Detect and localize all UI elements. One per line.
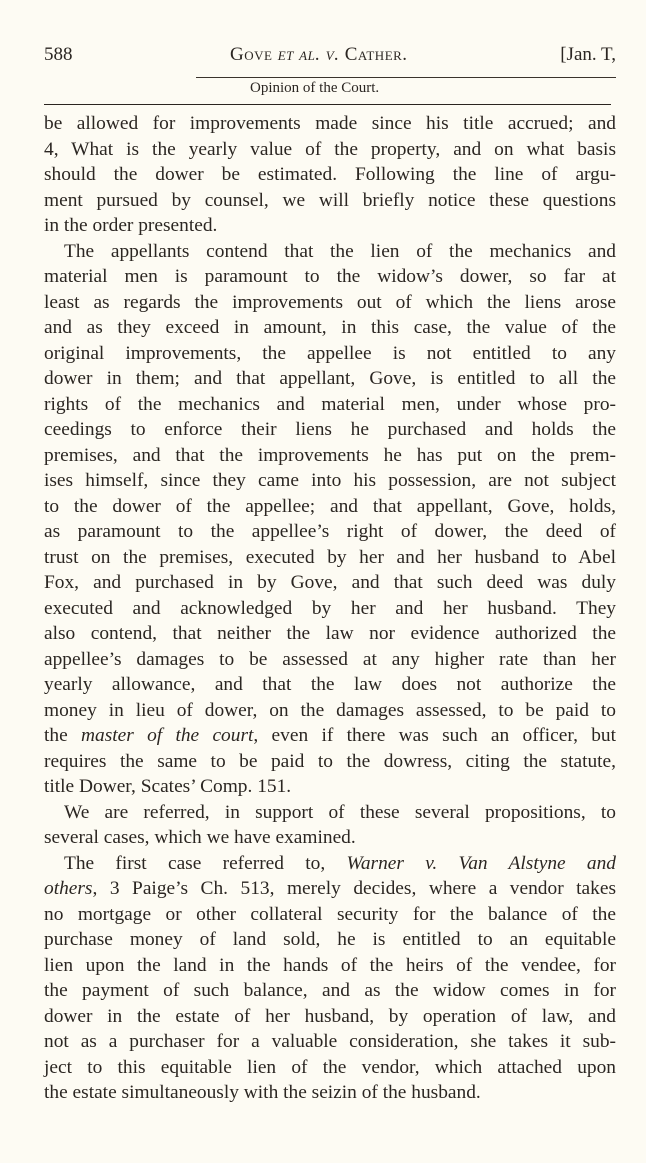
text-line: [44, 978, 616, 1004]
text-line: [44, 774, 616, 800]
text-line: [44, 927, 616, 953]
page-number: 588: [44, 44, 73, 65]
line-text: ment pursued by counsel, we will briefly notice these questions: [44, 189, 616, 211]
line-text: to the dower of the appellee; and that appellant, Gove, holds,: [44, 495, 616, 517]
line-text: also contend, that neither the law nor evidence authorized the: [44, 623, 616, 644]
text-line: [44, 621, 616, 647]
line-text: 4, What is the yearly value of the property, and on what basis: [44, 138, 616, 160]
line-text: least as regards the improvements out of which the liens arose: [44, 291, 616, 313]
line-text: be allowed for improvements made since his title accrued; and: [44, 113, 616, 134]
text-line: [44, 1029, 616, 1055]
text-line: [44, 468, 616, 494]
text-line: [44, 647, 616, 673]
line-text: ceedings to enforce their liens he purchased and holds the: [44, 419, 616, 440]
text-line: [44, 137, 616, 163]
text-line: [44, 443, 616, 469]
text-line: [44, 111, 616, 137]
header-rule: [196, 77, 616, 78]
text-line: [44, 417, 616, 443]
text-line: [44, 800, 616, 826]
line-text: purchase money of land sold, he is entitled to an equitable: [44, 929, 616, 950]
italic-text: Warner v. Van Alstyne and: [346, 852, 616, 874]
text-line: [44, 213, 616, 239]
text-line: [44, 315, 616, 341]
line-text: The first case referred to,: [64, 852, 347, 874]
line-text: trust on the premises, executed by her and her husband to Abel: [44, 546, 616, 568]
italic-text: others: [44, 878, 93, 899]
line-text: in the order presented.: [44, 215, 218, 236]
text-line: [44, 1055, 616, 1081]
text-line: [44, 519, 616, 545]
text-line: [44, 876, 616, 902]
text-line: [44, 570, 616, 596]
text-line: [44, 239, 616, 265]
line-text: executed and acknowledged by her and her husband. They: [44, 597, 616, 619]
text-line: [44, 1004, 616, 1030]
text-line: [44, 596, 616, 622]
line-text: appellee’s damages to be assessed at any higher rate than her: [44, 648, 616, 670]
line-text: several cases, which we have examined.: [44, 827, 356, 848]
term-label: [Jan. T,: [560, 44, 616, 65]
italic-text: master of the court: [81, 725, 254, 746]
line-text: premises, and that the improvements he has put on the prem-: [44, 444, 616, 466]
line-text: requires the same to be paid to the dowress, citing the statute,: [44, 750, 616, 772]
opinion-text: [44, 111, 616, 1106]
line-text: the: [44, 725, 81, 746]
line-text: dower in them; and that appellant, Gove, is entitled to all the: [44, 368, 616, 389]
text-line: [44, 851, 616, 877]
text-line: [44, 953, 616, 979]
text-line: [44, 1080, 616, 1106]
text-line: [44, 264, 616, 290]
line-text: ises himself, since they came into his possession, are not subject: [44, 470, 616, 491]
text-line: [44, 825, 616, 851]
line-text: the estate simultaneously with the seizin of the husband.: [44, 1082, 481, 1103]
line-text: , 3 Paige’s Ch. 513, merely decides, where a vendor takes: [92, 878, 616, 899]
text-line: [44, 749, 616, 775]
case-title: Gove et al. v. Cather.: [230, 44, 408, 65]
line-text: the payment of such balance, and as the widow comes in for: [44, 980, 616, 1001]
line-text: yearly allowance, and that the law does not authorize the: [44, 674, 616, 695]
running-head: [44, 44, 616, 70]
line-text: and as they exceed in amount, in this case, the value of the: [44, 317, 616, 338]
text-line: [44, 341, 616, 367]
line-text: ject to this equitable lien of the vendor, which attached upon: [44, 1056, 616, 1078]
text-line: [44, 672, 616, 698]
header-rule-bottom: [44, 104, 611, 105]
text-line: [44, 366, 616, 392]
line-text: , even if there was such an officer, but: [253, 725, 617, 746]
text-line: [44, 723, 616, 749]
line-text: We are referred, in support of these several propositions, to: [64, 801, 616, 823]
line-text: The appellants contend that the lien of the mechanics and: [64, 240, 616, 262]
line-text: rights of the mechanics and material men, under whose pro-: [44, 393, 616, 415]
line-text: original improvements, the appellee is not entitled to any: [44, 342, 616, 364]
line-text: money in lieu of dower, on the damages assessed, to be paid to: [44, 699, 616, 721]
line-text: title Dower, Scates’ Comp. 151.: [44, 776, 292, 797]
line-text: no mortgage or other collateral security for the balance of the: [44, 903, 616, 925]
line-text: dower in the estate of her husband, by operation of law, and: [44, 1005, 616, 1027]
text-line: [44, 902, 616, 928]
text-line: [44, 545, 616, 571]
text-line: [44, 188, 616, 214]
line-text: not as a purchaser for a valuable consideration, she takes it sub-: [44, 1031, 616, 1052]
line-text: material men is paramount to the widow’s dower, so far at: [44, 266, 616, 287]
text-line: [44, 162, 616, 188]
text-line: [44, 698, 616, 724]
line-text: lien upon the land in the hands of the heirs of the vendee, for: [44, 954, 616, 976]
line-text: Fox, and purchased in by Gove, and that such deed was duly: [44, 572, 616, 593]
line-text: should the dower be estimated. Following the line of argu-: [44, 164, 616, 185]
line-text: as paramount to the appellee’s right of dower, the deed of: [44, 521, 616, 542]
section-subheading: Opinion of the Court.: [250, 80, 380, 96]
text-line: [44, 392, 616, 418]
text-line: [44, 494, 616, 520]
text-line: [44, 290, 616, 316]
